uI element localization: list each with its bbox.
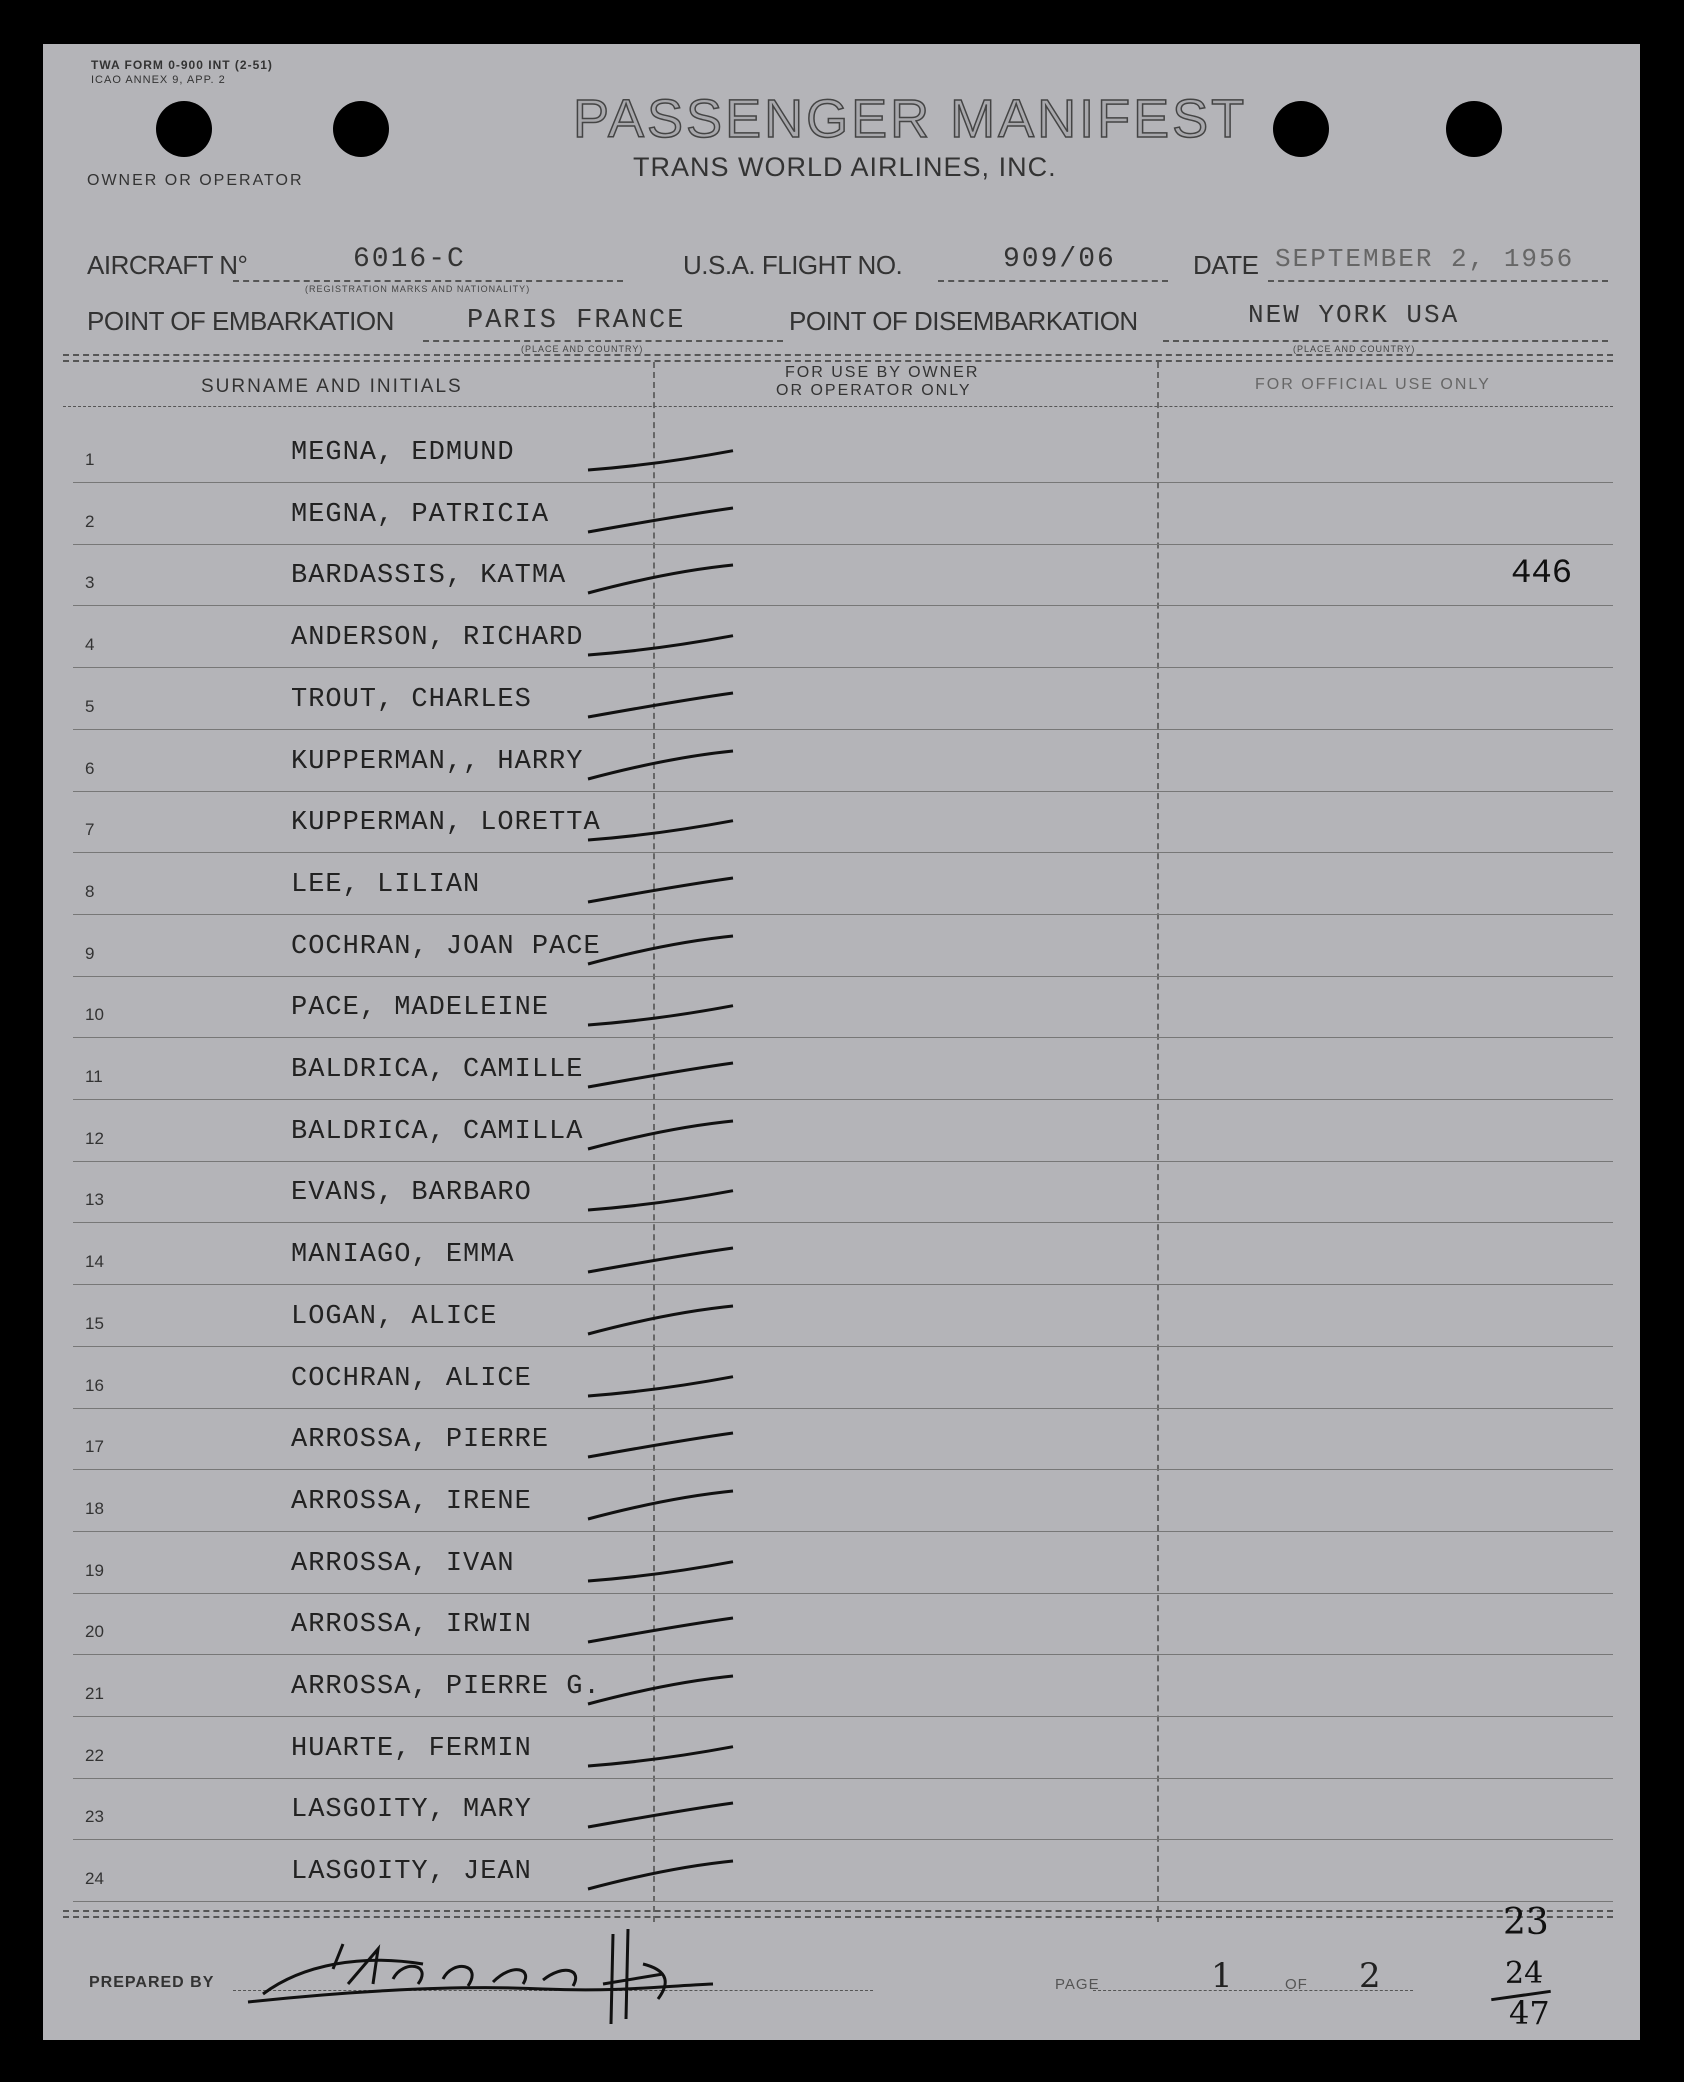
signature <box>243 1924 883 2034</box>
check-mark-icon <box>583 1049 763 1099</box>
row-number: 3 <box>85 573 95 593</box>
passenger-name: COCHRAN, JOAN PACE <box>291 931 601 962</box>
check-mark-icon <box>583 679 763 729</box>
punch-hole <box>333 101 389 157</box>
owner-column-header-2: OR OPERATOR ONLY <box>776 382 972 399</box>
of-label: OF <box>1285 1976 1308 1993</box>
prepared-by-label: PREPARED BY <box>89 1974 215 1991</box>
row-number: 14 <box>85 1252 104 1272</box>
row-rule <box>73 1099 1613 1100</box>
passenger-name: COCHRAN, ALICE <box>291 1363 532 1394</box>
row-number: 23 <box>85 1807 104 1827</box>
row-rule <box>73 667 1613 668</box>
row-number: 13 <box>85 1190 104 1210</box>
row-rule <box>73 1593 1613 1594</box>
row-number: 21 <box>85 1684 104 1703</box>
check-mark-icon <box>583 926 763 976</box>
passenger-name: PACE, MADELEINE <box>291 993 550 1024</box>
row-rule <box>73 1161 1613 1162</box>
row-number: 8 <box>85 881 95 901</box>
row-rule <box>73 1531 1613 1532</box>
row-rule <box>73 914 1613 915</box>
row-number: 1 <box>85 450 95 469</box>
row-number: 15 <box>85 1313 104 1333</box>
owner-column-header-1: FOR USE BY OWNER <box>785 364 980 381</box>
check-mark-icon <box>583 1728 763 1778</box>
check-mark-icon <box>583 1358 763 1408</box>
flight-number: 909/06 <box>1003 244 1116 275</box>
check-mark-icon <box>583 555 763 605</box>
row-number: 24 <box>85 1869 104 1889</box>
passenger-name: TROUT, CHARLES <box>291 684 532 715</box>
row-number: 22 <box>85 1745 104 1765</box>
passenger-name: ARROSSA, IRWIN <box>291 1610 532 1641</box>
check-mark-icon <box>583 1789 763 1839</box>
row-number: 20 <box>85 1622 104 1642</box>
row-rule <box>73 544 1613 545</box>
date-label: DATE <box>1193 250 1259 280</box>
tally-2: 24 <box>1505 1956 1544 1991</box>
row-number: 9 <box>85 943 95 963</box>
check-mark-icon <box>583 987 763 1037</box>
row-number: 16 <box>85 1375 104 1395</box>
registration-sublabel: (REGISTRATION MARKS AND NATIONALITY) <box>305 284 531 294</box>
row-rule <box>73 976 1613 977</box>
passenger-name: BALDRICA, CAMILLA <box>291 1116 584 1147</box>
punch-hole <box>1273 101 1329 157</box>
row-number: 2 <box>85 511 95 531</box>
passenger-name: MEGNA, EDMUND <box>291 438 515 468</box>
row-rule <box>73 1284 1613 1285</box>
row-rule <box>73 1346 1613 1347</box>
tally-3: 47 <box>1509 1994 1550 2032</box>
page-label: PAGE <box>1055 1976 1100 1993</box>
company-name: TRANS WORLD AIRLINES, INC. <box>633 152 1057 182</box>
row-rule <box>73 1408 1613 1409</box>
passenger-name: LEE, LILIAN <box>291 869 481 900</box>
of-value: 2 <box>1359 1956 1381 1996</box>
passenger-name: KUPPERMAN,, HARRY <box>291 746 584 777</box>
check-mark-icon <box>583 1234 763 1284</box>
check-mark-icon <box>583 1604 763 1654</box>
passenger-name: LOGAN, ALICE <box>291 1301 498 1332</box>
passenger-name: LASGOITY, JEAN <box>291 1857 532 1888</box>
row-rule <box>73 1654 1613 1655</box>
check-mark-icon <box>583 1111 763 1161</box>
row-number: 18 <box>85 1498 104 1518</box>
passenger-name: MEGNA, PATRICIA <box>291 499 550 530</box>
aircraft-registration: 6016-C <box>353 244 466 275</box>
row-number: 12 <box>85 1128 104 1148</box>
passenger-name: ARROSSA, IRENE <box>291 1486 532 1517</box>
row-rule <box>73 482 1613 483</box>
check-mark-icon <box>583 1296 763 1346</box>
aircraft-label: AIRCRAFT N° <box>87 250 248 280</box>
form-annex: ICAO ANNEX 9, APP. 2 <box>91 74 226 86</box>
passenger-name: ANDERSON, RICHARD <box>291 623 584 654</box>
passenger-name: HUARTE, FERMIN <box>291 1733 532 1764</box>
row-number: 6 <box>85 758 95 778</box>
official-use-value: 446 <box>1511 555 1573 594</box>
official-column-header: FOR OFFICIAL USE ONLY <box>1255 376 1491 393</box>
disembarkation-sublabel: (PLACE AND COUNTRY) <box>1293 344 1416 354</box>
row-number: 5 <box>85 696 95 716</box>
row-rule <box>73 605 1613 606</box>
check-mark-icon <box>583 494 763 544</box>
form-number: TWA FORM 0-900 INT (2-51) <box>91 58 273 72</box>
row-number: 17 <box>85 1437 104 1457</box>
disembarkation-label: POINT OF DISEMBARKATION <box>789 306 1138 336</box>
passenger-name: ARROSSA, PIERRE <box>291 1425 550 1456</box>
passenger-name: MANIAGO, EMMA <box>291 1240 515 1271</box>
check-mark-icon <box>583 1419 763 1469</box>
owner-operator-label: OWNER OR OPERATOR <box>87 172 304 189</box>
check-mark-icon <box>583 864 763 914</box>
date-value: SEPTEMBER 2, 1956 <box>1275 244 1575 274</box>
passenger-name: BALDRICA, CAMILLE <box>291 1055 584 1085</box>
row-rule <box>73 791 1613 792</box>
row-number: 4 <box>85 635 95 655</box>
embarkation-label: POINT OF EMBARKATION <box>87 306 394 336</box>
passenger-name: EVANS, BARBARO <box>291 1178 532 1209</box>
check-mark-icon <box>583 1851 763 1901</box>
embarkation-sublabel: (PLACE AND COUNTRY) <box>521 344 644 354</box>
passenger-name: ARROSSA, IVAN <box>291 1548 515 1579</box>
row-rule <box>73 1037 1613 1038</box>
row-rule <box>73 1222 1613 1223</box>
row-rule <box>73 729 1613 730</box>
check-mark-icon <box>583 802 763 852</box>
row-rule <box>73 1778 1613 1779</box>
row-rule <box>73 1469 1613 1470</box>
row-number: 11 <box>85 1067 103 1086</box>
check-mark-icon <box>583 1543 763 1593</box>
row-number: 10 <box>85 1005 104 1025</box>
check-mark-icon <box>583 617 763 667</box>
flight-label: U.S.A. FLIGHT NO. <box>683 250 903 280</box>
surname-column-header: SURNAME AND INITIALS <box>201 376 463 397</box>
embarkation-value: PARIS FRANCE <box>467 306 686 336</box>
row-number: 19 <box>85 1560 104 1580</box>
check-mark-icon <box>583 1172 763 1222</box>
passenger-name: LASGOITY, MARY <box>291 1795 532 1826</box>
tally-1: 23 <box>1503 1902 1549 1943</box>
row-rule <box>73 1716 1613 1717</box>
check-mark-icon <box>583 741 763 791</box>
page-value: 1 <box>1211 1956 1233 1996</box>
check-mark-icon <box>583 1481 763 1531</box>
manifest-title: PASSENGER MANIFEST <box>573 89 1248 149</box>
passenger-name: KUPPERMAN, LORETTA <box>291 808 601 839</box>
row-rule <box>73 1901 1613 1902</box>
manifest-sheet <box>43 44 1640 2040</box>
column-divider <box>1157 362 1159 1922</box>
row-number: 7 <box>85 820 95 840</box>
check-mark-icon <box>583 432 763 482</box>
punch-hole <box>1446 101 1502 157</box>
punch-hole <box>156 101 212 157</box>
check-mark-icon <box>583 1666 763 1716</box>
disembarkation-value: NEW YORK USA <box>1248 300 1460 330</box>
row-rule <box>73 852 1613 853</box>
row-rule <box>73 1839 1613 1840</box>
passenger-name: ARROSSA, PIERRE G. <box>291 1672 601 1702</box>
passenger-name: BARDASSIS, KATMA <box>291 561 567 592</box>
